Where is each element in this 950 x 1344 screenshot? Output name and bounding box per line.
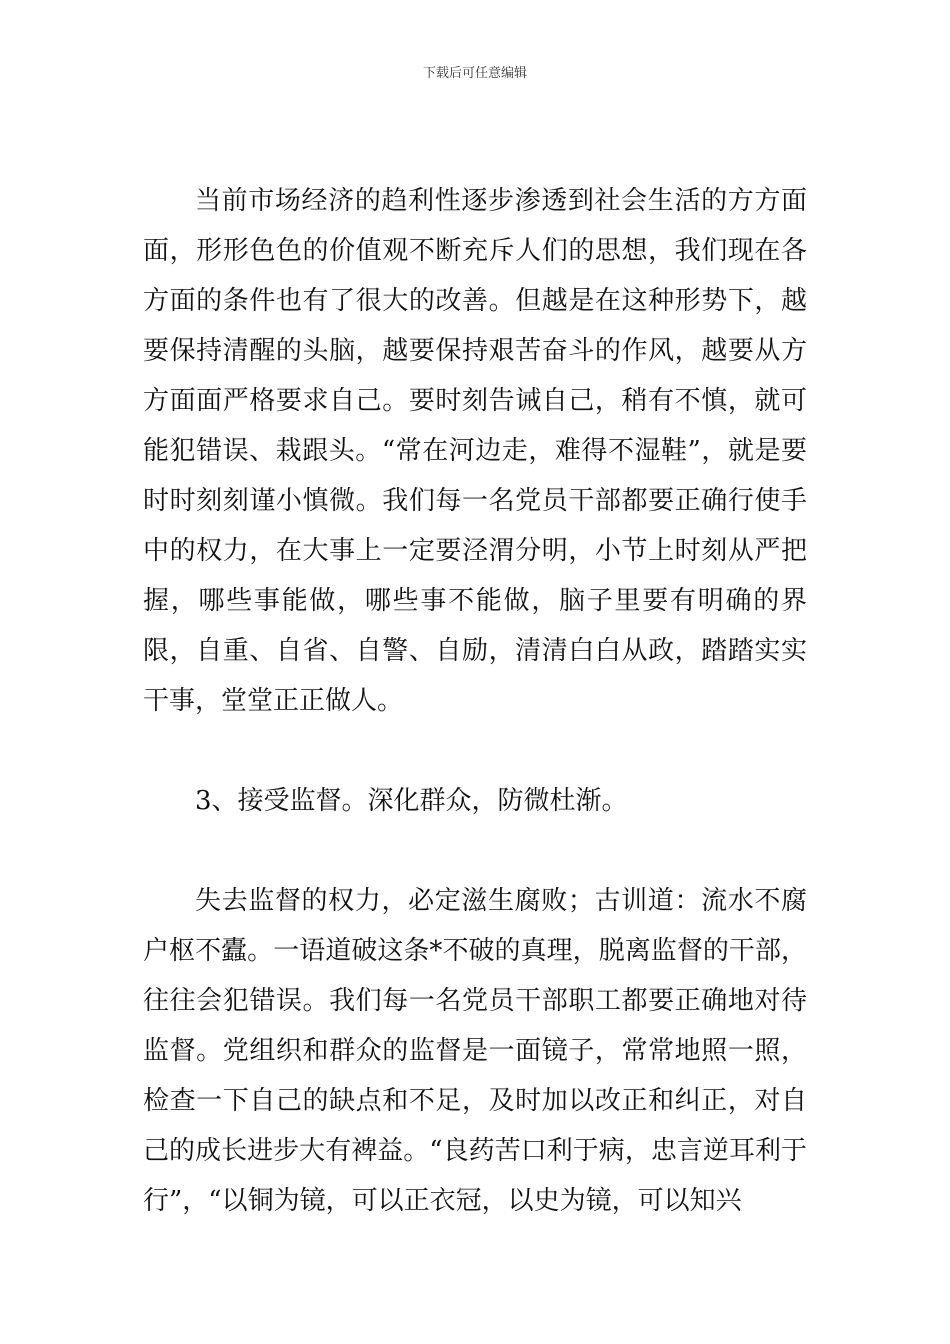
document-body: [143, 176, 807, 1226]
body-paragraph-2: 失去监督的权力，必定滋生腐败；古训道：流水不腐户枢不蠹。一语道破这条*不破的真理，脱离监督的干部，往往会犯错误。我们每一名党员干部职工都要正确地对待监督。党组织和群众的监督是一面镜子，常常地照一照，检查一下自己的缺点和不足，及时加以改正和纠正，对自己的成长进步大有裨益。“良药苦口利于病，忠言逆耳利于行”，“以铜为镜，可以正衣冠，以史为镜，可以知兴: [143, 886, 807, 1216]
body-paragraph-1: 当前市场经济的趋利性逐步渗透到社会生活的方方面面，形形色色的价值观不断充斥人们的思想，我们现在各方面的条件也有了很大的改善。但越是在这种形势下，越要保持清醒的头脑，越要保持艰苦奋斗的作风，越要从方方面面严格要求自己。要时刻告诫自己，稍有不慎，就可能犯错误、栽跟头。“常在河边走，难得不湿鞋”，就是要时时刻刻谨小慎微。我们每一名党员干部都要正确行使手中的权力，在大事上一定要泾渭分明，小节上时刻从严把握，哪些事能做，哪些事不能做，脑子里要有明确的界限，自重、自省、自警、自励，清清白白从政，踏踏实实干事，堂堂正正做人。: [143, 186, 807, 716]
page-header: 下载后可任意编辑: [422, 66, 527, 81]
section-heading-3: 3、接受监督。深化群众，防微杜渐。: [195, 786, 628, 816]
